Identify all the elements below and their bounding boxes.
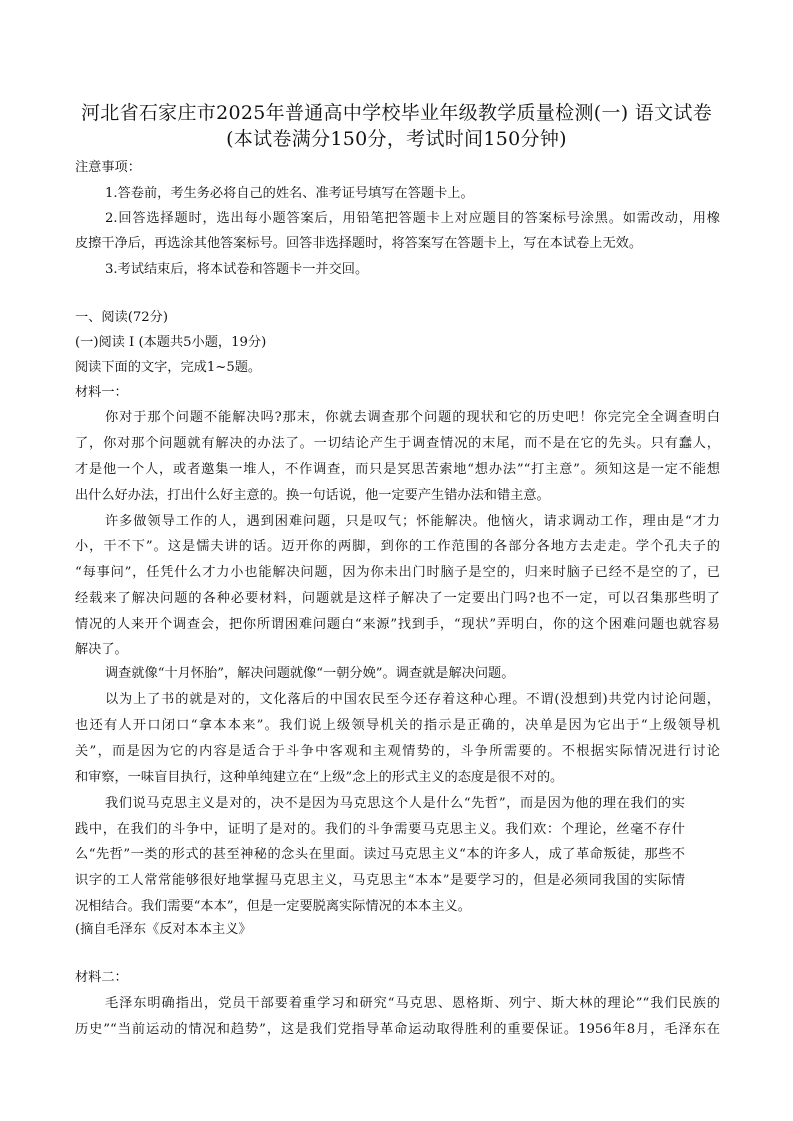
material-1-source: (摘自毛泽东《反对本本主义》 [75, 922, 252, 937]
notice-heading: 注意事项： [75, 160, 141, 175]
material-1-p3: 调查就像“十月怀胎”，解决问题就像“一朝分娩”。调查就是解决问题。 [105, 666, 515, 681]
material-1-p1-line: 了，你对那个问题就有解决的办法了。一切结论产生于调查情况的末尾，而不是在它的先头。只有蠢人， [75, 436, 720, 451]
material-1-p5-line: 践中，在我们的斗争中，证明了是对的。我们的斗争需要马克思主义。我们欢：个理论，丝毫不存什 [75, 822, 685, 837]
material-1-p2-line: 情况的人来开个调查会，把你所谓困难问题白“来源”找到手，“现状”弄明白，你的这个困难问题也就容易 [75, 617, 720, 632]
material-1-p1-line: 才是他一个人，或者邀集一堆人，不作调查，而只是冥思苦索地“想办法”“打主意”。须知这是一定不能想 [75, 462, 720, 477]
material-1-p1-line: 出什么好办法，打出什么好主意的。换一句话说，他一定要产生错办法和错主意。 [75, 488, 550, 503]
subsection-heading: (一)阅读 I (本题共5小题，19分) [75, 335, 267, 350]
material-2-label: 材料二： [75, 970, 128, 985]
material-1-p5-line: 么“先哲”一类的形式的甚至神秘的念头在里面。读过马克思主义“本的许多人，成了革命叛徒，那些不 [75, 847, 685, 862]
section-instruction: 阅读下面的文字，完成1~5题。 [75, 360, 262, 375]
material-1-p2-line: 解决了。 [75, 642, 128, 657]
material-1-p4-line: 也还有人开口闭口“拿本本来”。我们说上级领导机关的指示是正确的，决单是因为它出于“上级领导机 [75, 718, 720, 733]
exam-title: 河北省石家庄市2025年普通高中学校毕业年级教学质量检测(一) 语文试卷 [80, 102, 713, 124]
section-heading: 一、阅读(72分) [75, 310, 169, 325]
notice-item-3: 3.考试结束后，将本试卷和答题卡一并交回。 [105, 262, 369, 277]
material-1-p2-line: “每事问”，任凭什么才力小也能解决问题，因为你未出门时脑子是空的，归来时脑子已经不是空的了，已 [75, 565, 720, 580]
material-1-p4-line: 关”，而是因为它的内容是适合于斗争中客观和主观情势的，斗争所需要的。不根据实际情况进行讨论 [75, 744, 720, 759]
material-1-p4-line: 以为上了书的就是对的，文化落后的中国农民至今还存着这种心理。不谓(没想到)共党内讨论问题， [105, 692, 720, 707]
material-2-p1-line: 毛泽东明确指出，党员干部要着重学习和研究“马克思、恩格斯、列宁、斯大林的理论”“我们民族的 [105, 996, 720, 1011]
material-1-p5-line: 识字的工人常常能够很好地掌握马克思主义，马克思主“本本”是要学习的，但是必须同我国的实际情 [75, 873, 685, 888]
material-2-p1-line: 历史”“当前运动的情况和趋势”，这是我们党指导革命运动取得胜利的重要保证。1956年8月，毛泽东在 [75, 1022, 720, 1037]
material-1-p1-line: 你对于那个问题不能解决吗?那末，你就去调查那个问题的现状和它的历史吧！你完完全全调查明白 [105, 410, 720, 425]
material-1-p2-line: 许多做领导工作的人，遇到困难问题，只是叹气；怀能解决。他恼火，请求调动工作，理由是“才力 [105, 514, 720, 529]
exam-subtitle: (本试卷满分150分，考试时间150分钟) [226, 128, 567, 150]
material-1-p2-line: 小，干不下”。这是懦夫讲的话。迈开你的两脚，到你的工作范围的各部分各地方去走走。学个孔夫子的 [75, 539, 720, 554]
material-1-p5-line: 我们说马克思主义是对的，决不是因为马克思这个人是什么“先哲”，而是因为他的理在我们的实 [105, 796, 685, 811]
material-1-p5-line: 况相结合。我们需要“本本”，但是一定要脱离实际情况的本本主义。 [75, 899, 471, 914]
notice-item-2-line-2: 皮擦干净后，再选涂其他答案标号。回答非选择题时，将答案写在答题卡上，写在本试卷上无效。 [75, 236, 643, 251]
material-1-p2-line: 经载来了解决问题的各种必要材料，问题就是这样子解决了一定要出门吗?也不一定，可以召集那些明了 [75, 591, 720, 606]
notice-item-1: 1.答卷前，考生务必将自己的姓名、准考证号填写在答题卡上。 [105, 186, 474, 201]
material-1-p4-line: 和审察，一味盲目执行，这种单纯建立在“上级”念上的形式主义的态度是很不对的。 [75, 770, 564, 785]
notice-item-2-line-1: 2.回答选择题时，选出每小题答案后，用铅笔把答题卡上对应题目的答案标号涂黑。如需改动，用橡 [105, 211, 720, 226]
material-1-label: 材料一： [75, 385, 128, 400]
